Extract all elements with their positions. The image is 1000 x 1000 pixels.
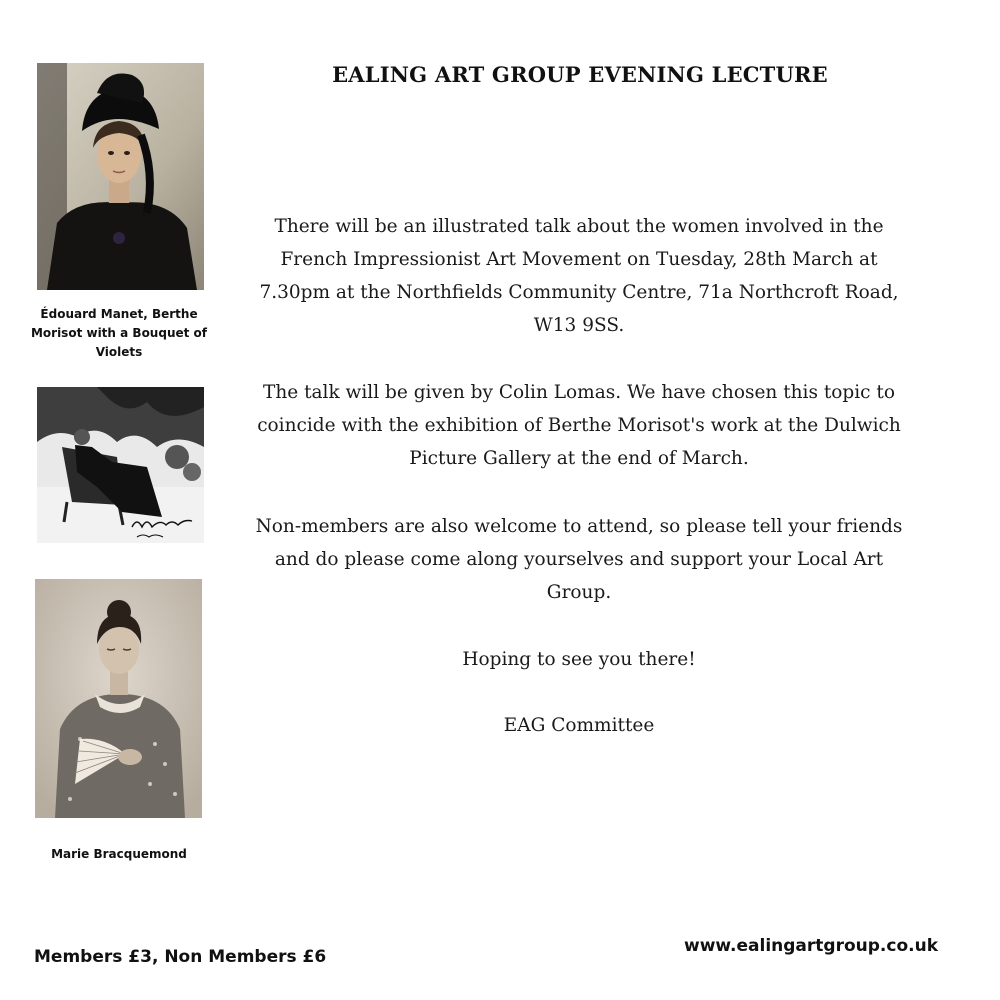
seated-woman-photo-icon [37, 387, 204, 543]
cassatt-garden-photo [37, 387, 204, 543]
page-title: EALING ART GROUP EVENING LECTURE [332, 62, 828, 87]
bracquemond-caption: Marie Bracquemond [51, 847, 187, 861]
portrait-painting-icon [37, 63, 204, 290]
paragraph-talk-details: There will be an illustrated talk about the women involved in the French Impressionist Art Movement on Tuesday, 28th March at 7.30pm at the Northfields Community Centre, 71a Northcroft Road, W13 9SS. [259, 216, 899, 336]
website-link[interactable]: www.ealingartgroup.co.uk [684, 936, 938, 956]
paragraph-signoff: EAG Committee [503, 715, 655, 736]
bracquemond-photo [35, 579, 202, 818]
manet-morisot-painting [37, 63, 204, 290]
manet-caption: Édouard Manet, Berthe Morisot with a Bouquet of Violets [30, 307, 208, 359]
price-info: Members £3, Non Members £6 [34, 947, 327, 967]
paragraph-hoping: Hoping to see you there! [462, 649, 696, 670]
paragraph-non-members: Non-members are also welcome to attend, so please tell your friends and do please come along yourselves and support your Local Art Group. [255, 516, 903, 603]
paragraph-speaker: The talk will be given by Colin Lomas. We have chosen this topic to coincide with the exhibition of Berthe Morisot's work at the Dulwich Picture Gallery at the end of March. [257, 382, 901, 469]
portrait-photo-icon [35, 579, 202, 818]
